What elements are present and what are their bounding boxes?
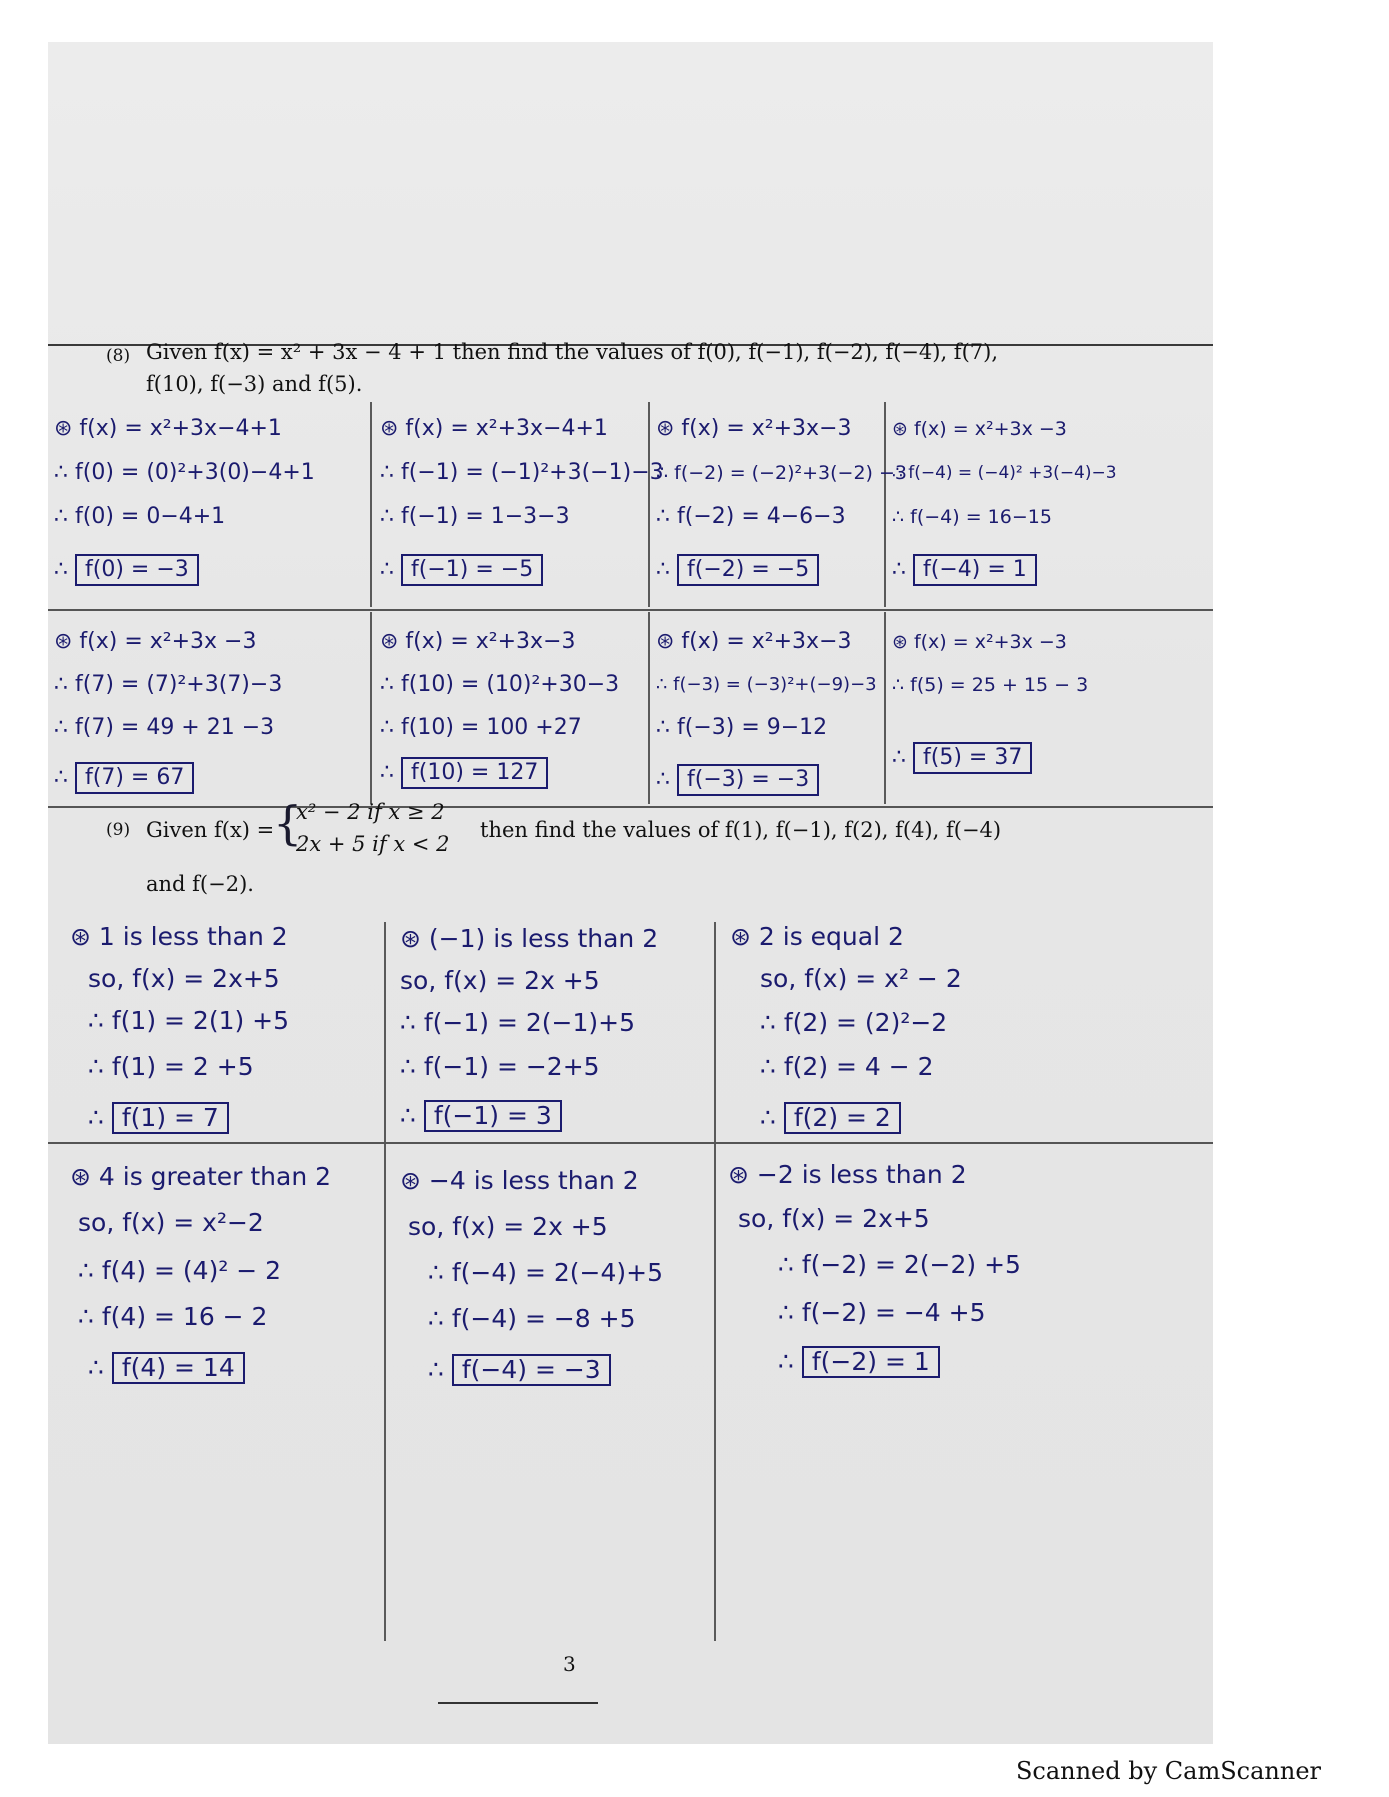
work-line: ⊛ 1 is less than 2 (70, 922, 288, 951)
work-line: ∴ f(4) = 16 − 2 (78, 1302, 268, 1331)
answer-box: ∴ f(0) = −3 (54, 554, 199, 586)
answer: f(−4) = 1 (913, 554, 1037, 586)
work-line: ⊛ 2 is equal 2 (730, 922, 904, 951)
work-line: ∴ f(−4) = (−4)² +3(−4)−3 (892, 463, 1117, 483)
answer-box: ∴ f(−2) = −5 (656, 554, 819, 586)
answer-box: ∴ f(−1) = 3 (400, 1100, 562, 1132)
work-line: so, f(x) = 2x +5 (400, 966, 600, 995)
answer: f(7) = 67 (75, 762, 194, 794)
work-line: ∴ f(−2) = (−2)²+3(−2) −3 (656, 462, 907, 484)
answer: f(2) = 2 (784, 1102, 901, 1134)
divider (370, 402, 372, 607)
q9-given: Given f(x) = (146, 818, 275, 842)
row-divider (48, 806, 1213, 808)
answer: f(−1) = −5 (401, 554, 543, 586)
work-line: ⊛ f(x) = x²+3x−4+1 (380, 416, 608, 441)
page-number: 3 (563, 1652, 576, 1676)
work-line: ∴ f(0) = (0)²+3(0)−4+1 (54, 460, 315, 485)
work-line: ⊛ f(x) = x²+3x−3 (656, 629, 852, 654)
answer-box: ∴ f(−4) = −3 (428, 1354, 611, 1386)
work-line: ⊛ f(x) = x²+3x−4+1 (54, 416, 282, 441)
work-line: ∴ f(10) = (10)²+30−3 (380, 672, 620, 697)
answer-box: ∴ f(2) = 2 (760, 1102, 901, 1134)
answer-box: ∴ f(1) = 7 (88, 1102, 229, 1134)
divider (884, 402, 886, 607)
work-line: so, f(x) = 2x+5 (88, 964, 280, 993)
answer: f(10) = 127 (401, 757, 548, 789)
work-line: ∴ f(−4) = 16−15 (892, 506, 1052, 528)
work-line: so, f(x) = 2x +5 (408, 1212, 608, 1241)
piecewise-brace: { (273, 796, 303, 850)
answer: f(1) = 7 (112, 1102, 229, 1134)
scanner-watermark: Scanned by CamScanner (1015, 1757, 1321, 1785)
answer: f(5) = 37 (913, 742, 1032, 774)
work-line: ⊛ −4 is less than 2 (400, 1166, 639, 1195)
answer: f(−3) = −3 (677, 764, 819, 796)
answer: f(4) = 14 (112, 1352, 245, 1384)
divider (384, 1146, 386, 1641)
work-line: ⊛ (−1) is less than 2 (400, 924, 659, 953)
work-line: so, f(x) = x² − 2 (760, 964, 962, 993)
work-line: ∴ f(5) = 25 + 15 − 3 (892, 674, 1089, 696)
answer-box: ∴ f(−2) = 1 (778, 1346, 940, 1378)
work-line: ∴ f(−1) = −2+5 (400, 1052, 600, 1081)
divider (648, 402, 650, 607)
work-line: ∴ f(−4) = 2(−4)+5 (428, 1258, 663, 1287)
work-line: ∴ f(−2) = −4 +5 (778, 1298, 986, 1327)
work-line: ∴ f(−2) = 2(−2) +5 (778, 1250, 1021, 1279)
q8-text-line2: f(10), f(−3) and f(5). (146, 372, 363, 396)
work-line: ∴ f(1) = 2(1) +5 (88, 1006, 290, 1035)
answer: f(−2) = 1 (802, 1346, 940, 1378)
answer-box: ∴ f(7) = 67 (54, 762, 194, 794)
answer-box: ∴ f(−3) = −3 (656, 764, 819, 796)
work-line: ⊛ f(x) = x²+3x −3 (892, 418, 1067, 440)
work-line: ∴ f(−4) = −8 +5 (428, 1304, 636, 1333)
answer: f(−4) = −3 (452, 1354, 611, 1386)
q9-text-line1: then find the values of f(1), f(−1), f(2), f(4), f(−4) (480, 818, 1002, 842)
answer-box: ∴ f(−4) = 1 (892, 554, 1037, 586)
work-line: ∴ f(−1) = (−1)²+3(−1)−3 (380, 460, 664, 485)
work-line: ⊛ f(x) = x²+3x −3 (54, 629, 257, 654)
work-line: ⊛ 4 is greater than 2 (70, 1162, 332, 1191)
answer: f(−1) = 3 (424, 1100, 562, 1132)
q9-case1: x² − 2 if x ≥ 2 (296, 800, 445, 824)
work-line: ⊛ f(x) = x²+3x −3 (892, 631, 1067, 653)
work-line: ∴ f(−3) = 9−12 (656, 715, 828, 740)
divider (884, 612, 886, 804)
row-divider (48, 1142, 1213, 1144)
q9-case2: 2x + 5 if x < 2 (296, 832, 450, 856)
answer-box: ∴ f(5) = 37 (892, 742, 1032, 774)
scanned-page (48, 42, 1213, 1744)
work-line: ∴ f(2) = 4 − 2 (760, 1052, 934, 1081)
work-line: ⊛ f(x) = x²+3x−3 (380, 629, 576, 654)
q8-text-line1: Given f(x) = x² + 3x − 4 + 1 then find the values of f(0), f(−1), f(−2), f(−4), f(7), (146, 340, 998, 364)
work-line: ∴ f(0) = 0−4+1 (54, 504, 226, 529)
q9-text-line2: and f(−2). (146, 872, 254, 896)
work-line: ∴ f(7) = 49 + 21 −3 (54, 715, 275, 740)
answer: f(0) = −3 (75, 554, 199, 586)
work-line: ∴ f(−1) = 1−3−3 (380, 504, 570, 529)
answer: f(−2) = −5 (677, 554, 819, 586)
answer-box: ∴ f(4) = 14 (88, 1352, 245, 1384)
work-line: ⊛ f(x) = x²+3x−3 (656, 416, 852, 441)
work-line: ∴ f(1) = 2 +5 (88, 1052, 254, 1081)
work-line: ∴ f(−1) = 2(−1)+5 (400, 1008, 635, 1037)
work-line: ∴ f(7) = (7)²+3(7)−3 (54, 672, 283, 697)
divider (714, 1146, 716, 1641)
work-line: ∴ f(10) = 100 +27 (380, 715, 582, 740)
divider (648, 612, 650, 804)
work-line: ⊛ −2 is less than 2 (728, 1160, 967, 1189)
divider (370, 612, 372, 804)
q9-number: (9) (106, 820, 131, 840)
work-line: so, f(x) = 2x+5 (738, 1204, 930, 1233)
answer-box: ∴ f(10) = 127 (380, 757, 548, 789)
work-line: ∴ f(−2) = 4−6−3 (656, 504, 846, 529)
work-line: ∴ f(−3) = (−3)²+(−9)−3 (656, 674, 877, 695)
row-divider (48, 609, 1213, 611)
work-line: ∴ f(4) = (4)² − 2 (78, 1256, 282, 1285)
q8-number: (8) (106, 346, 131, 366)
work-line: so, f(x) = x²−2 (78, 1208, 264, 1237)
answer-box: ∴ f(−1) = −5 (380, 554, 543, 586)
bottom-rule (438, 1702, 598, 1704)
work-line: ∴ f(2) = (2)²−2 (760, 1008, 948, 1037)
